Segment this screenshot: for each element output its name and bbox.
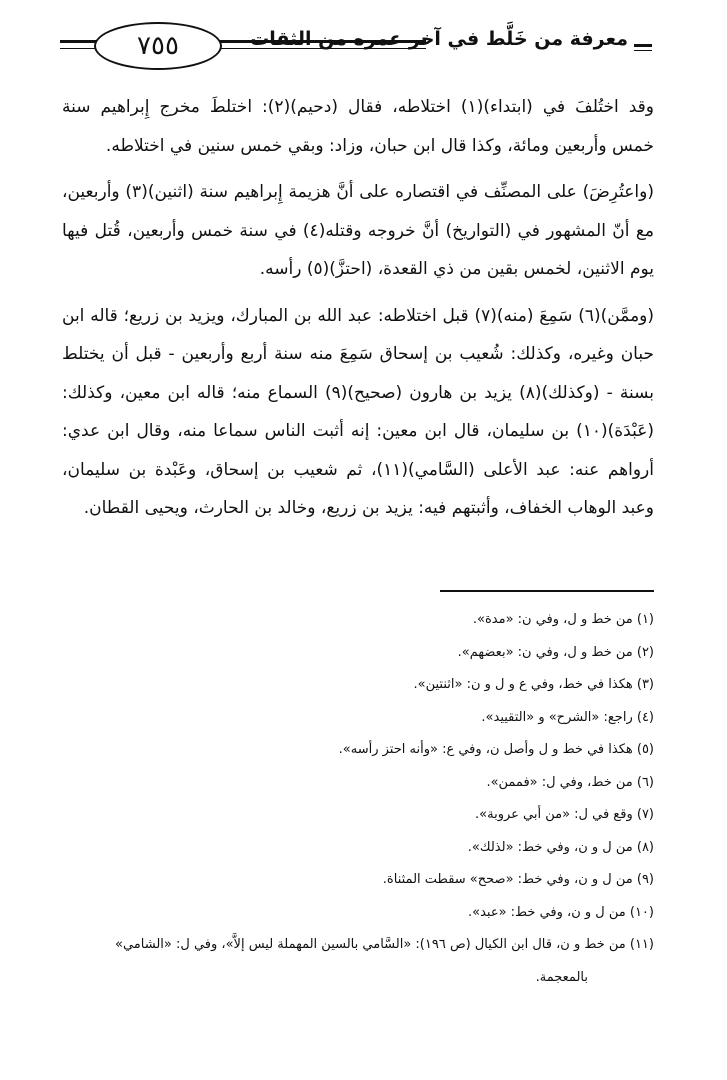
footnote: (٩) من ل و ن، وفي خط: «صحح» سقطت المثناة.: [382, 872, 654, 887]
running-title: معرفة من خَلَّط في آخر عمره من الثقات: [250, 28, 628, 50]
footnote: (١٠) من ل و ن، وفي خط: «عبد».: [468, 904, 654, 920]
footnote: (١١) من خط و ن، قال ابن الكيال (ص ١٩٦): «السَّامي بالسين المهملة ليس إلاَّ»، وفي ل: «الشامي»: [115, 937, 654, 952]
footnote: (٣) هكذا في خط، وفي ع و ل و ن: «اثنتين».: [413, 677, 654, 692]
footnote-separator: [440, 590, 654, 592]
footnote: (٢) من خط و ل، وفي ن: «بعضهم».: [457, 644, 654, 660]
page-header: [60, 22, 652, 74]
header-rule-right: [634, 44, 652, 51]
page-number: ٧٥٥: [94, 22, 222, 70]
paragraph: (واعتُرِضَ) على المصنِّف في اقتصاره على أنَّ هزيمة إِبراهيم سنة (اثنين)(٣) وأربعين، مع أنّ المشهور في (التواريخ) أنَّ خروجه وقتله(٤) في سنة خمس وأربعين، قُتل فيها يوم الاثنين، لخمس بقين من ذي القعدة، (احتزَّ)(٥) رأسه.: [62, 182, 654, 279]
footnote: (٥) هكذا في خط و ل وأصل ن، وفي ع: «وأنه احتز رأسه».: [338, 742, 654, 757]
footnote: (٤) راجع: «الشرح» و «التقييد».: [481, 709, 654, 725]
footnote: (٦) من خط، وفي ل: «فممن».: [486, 774, 654, 790]
footnote: (١) من خط و ل، وفي ن: «مدة».: [472, 612, 654, 627]
footnotes: [40, 604, 654, 994]
paragraph: وقد اختُلفَ في (ابتداء)(١) اختلاطه، فقال (دحيم)(٢): اختلطَ مخرج إِبراهيم سنة خمس وأربعين ومائة، وكذا قال ابن حبان، وزاد: وبقي خمس سنين في اختلاطه.: [62, 97, 654, 156]
paragraph: (وممَّن)(٦) سَمِعَ (منه)(٧) قبل اختلاطه: عبد الله بن المبارك، ويزيد بن زريع؛ قاله ابن حبان وغيره، وكذلك: شُعيب بن إسحاق سَمِعَ منه سنة أربع وأربعين - قبل أن يختلط بسنة - (وكذلك)(٨) يزيد بن هارون (صحيح)(٩) السماع منه؛ قاله ابن معين، وكذلك: (عَبْدَة)(١٠) بن سليمان، قال ابن معين: إنه أثبت الناس سماعا منه، وقال ابن عدي: أرواهم عنه: عبد الأعلى (السَّامي)(١١)، ثم شعيب بن إسحاق، وعَبْدة بن سليمان، وعبد الوهاب الخفاف، وأثبتهم فيه: يزيد بن زريع، وخالد بن الحارث، ويحيى القطان.: [62, 305, 655, 518]
footnote: (٧) وقع في ل: «من أبي عروبة».: [475, 807, 654, 822]
footnote-continuation: بالمعجمة.: [535, 969, 588, 985]
main-text: [62, 88, 654, 528]
footnote: (٨) من ل و ن، وفي خط: «لذلك».: [467, 839, 654, 855]
